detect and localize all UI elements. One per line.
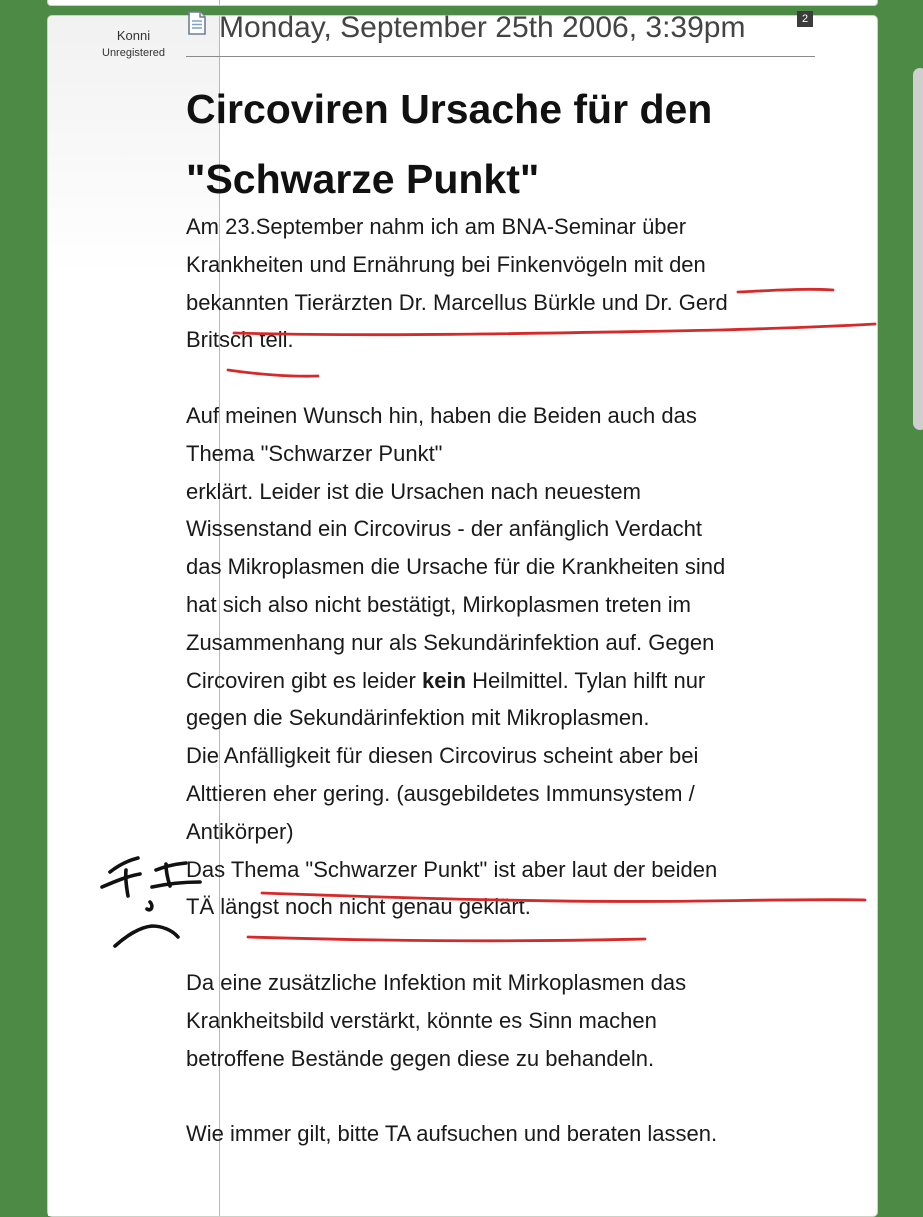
body-line: Am 23.September nahm ich am BNA-Seminar über	[186, 214, 687, 239]
body-line: Da eine zusätzliche Infektion mit Mirkoplasmen das	[186, 969, 687, 995]
body-line: Thema "Schwarzer Punkt"	[186, 440, 443, 466]
body-line: das Mikroplasmen die Ursache für die Krankheiten sind	[186, 554, 726, 580]
emphasis-kein: kein	[421, 667, 467, 693]
previous-post-card	[47, 0, 878, 6]
paragraph-advice	[186, 1115, 826, 1153]
body-line: Krankheiten und Ernährung bei Finkenvögeln mit den	[186, 251, 706, 277]
post-user-title: Unregistered	[102, 47, 165, 59]
body-line: Krankheitsbild verstärkt, könnte es Sinn machen	[186, 1007, 657, 1033]
body-line: Zusammenhang nur als Sekundärinfektion auf. Gegen	[186, 629, 715, 655]
body-line: betroffene Bestände gegen diese zu behandeln.	[186, 1045, 655, 1071]
body-line: erklärt. Leider ist die Ursachen nach neuestem	[186, 478, 641, 504]
paragraph-treatment	[186, 964, 826, 1077]
post-date: Monday, September 25th 2006, 3:39pm	[219, 11, 746, 44]
post-title-line: "Schwarze Punkt"	[186, 156, 540, 202]
document-icon	[187, 10, 207, 36]
body-line: Wissenstand ein Circovirus - der anfänglich Verdacht	[186, 516, 703, 542]
previous-post-divider	[219, 0, 220, 5]
post-username[interactable]: Konni	[116, 28, 151, 43]
body-text: Circoviren gibt es leider	[186, 667, 422, 693]
post-number-badge[interactable]: 2	[797, 11, 813, 27]
post-title	[186, 74, 826, 214]
body-line: TÄ längst noch nicht genau geklärt.	[186, 894, 531, 920]
body-line: Das Thema "Schwarzer Punkt" ist aber laut der beiden	[186, 856, 718, 882]
paragraph-seminar	[186, 208, 826, 359]
body-line: Antikörper)	[186, 818, 294, 844]
body-line-with-emphasis	[186, 662, 826, 700]
body-line: Britsch teil.	[186, 327, 294, 353]
body-text: Heilmittel. Tylan hilft nur	[466, 667, 706, 693]
body-line: bekannten Tierärzten Dr. Marcellus Bürkle und Dr. Gerd	[186, 289, 728, 315]
body-line: Wie immer gilt, bitte TA aufsuchen und beraten lassen.	[186, 1121, 718, 1147]
post-header-rule	[186, 56, 815, 57]
scrollbar-thumb[interactable]	[913, 68, 923, 430]
body-line: gegen die Sekundärinfektion mit Mikroplasmen.	[186, 705, 650, 731]
post-title-line: Circoviren Ursache für den	[186, 86, 713, 132]
body-line: Auf meinen Wunsch hin, haben die Beiden auch das	[186, 402, 697, 428]
post-body	[186, 208, 826, 1191]
paragraph-circovirus	[186, 397, 826, 926]
body-line: Alttieren eher gering. (ausgebildetes Immunsystem /	[186, 780, 695, 806]
body-line: hat sich also nicht bestätigt, Mirkoplasmen treten im	[186, 591, 692, 617]
body-line: Die Anfälligkeit für diesen Circovirus scheint aber bei	[186, 743, 699, 769]
